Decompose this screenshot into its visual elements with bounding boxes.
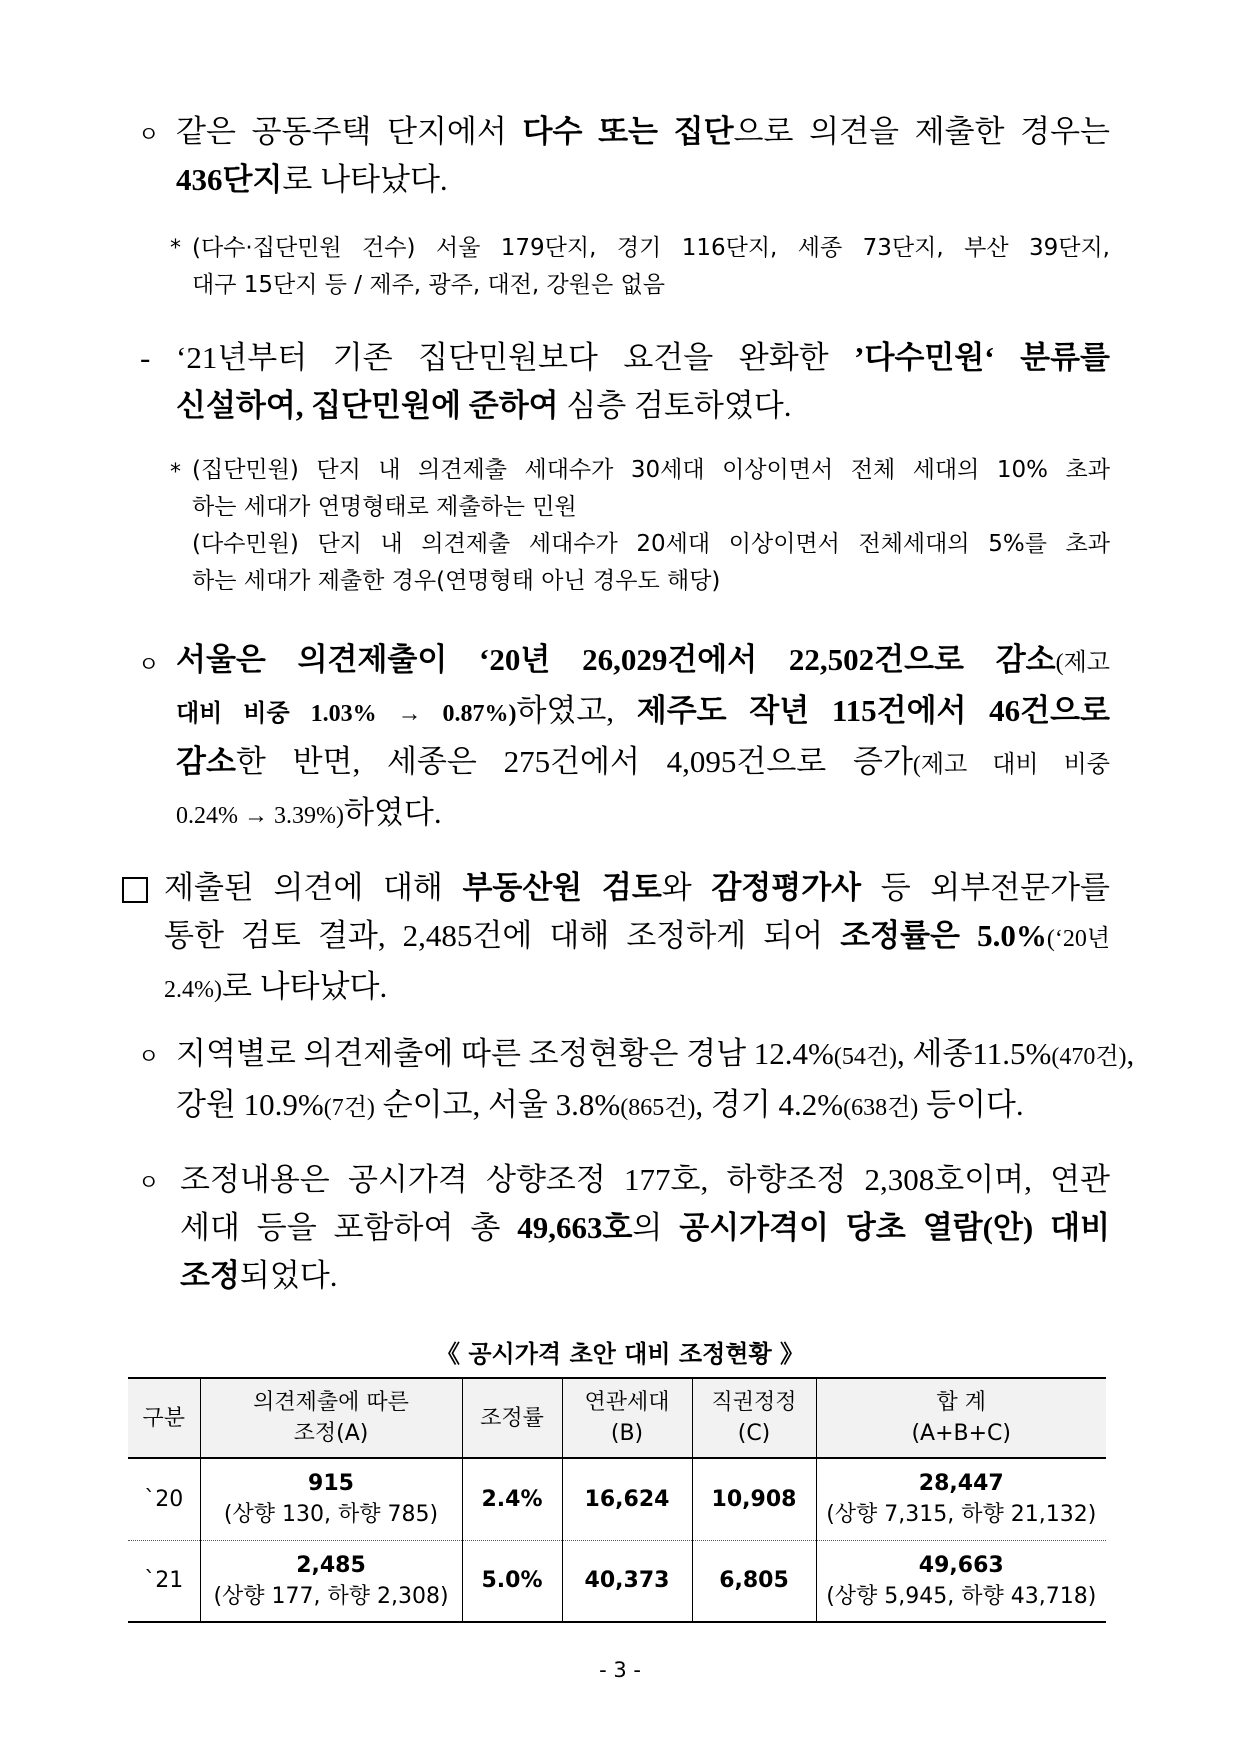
paragraph-line: 436단지로 나타났다. — [176, 162, 448, 197]
circle-bullet-icon: ㅇ — [138, 1045, 160, 1070]
cell-related-b: 16,624 — [562, 1458, 692, 1540]
cell-adjust-a: 2,485 (상향 177, 하향 2,308) — [200, 1540, 462, 1622]
asterisk-note-marker: * — [170, 236, 181, 261]
circle-bullet-icon: ㅇ — [138, 1171, 160, 1196]
cell-official-c: 6,805 — [692, 1540, 816, 1622]
cell-rate: 5.0% — [462, 1540, 562, 1622]
paragraph-line: 같은 공동주택 단지에서 다수 또는 집단으로 의견을 제출한 경우는 — [176, 114, 1110, 149]
header-category: 구분 — [128, 1378, 200, 1458]
paragraph-line: 제출된 의견에 대해 부동산원 검토와 감정평가사 등 외부전문가를 — [164, 870, 1110, 905]
paragraph-regional-adjustment — [176, 1030, 1135, 1132]
paragraph-line: 지역별로 의견제출에 따른 조정현황은 경남 12.4%(54건), 세종11.5%(470건), — [176, 1036, 1135, 1071]
paragraph-line: ‘21년부터 기존 집단민원보다 요건을 완화한 ’다수민원‘ 분류를 — [176, 340, 1110, 375]
header-total: 합 계 (A+B+C) — [816, 1378, 1106, 1458]
header-rate: 조정률 — [462, 1378, 562, 1458]
paragraph-line: 대비 비중 1.03% → 0.87%)하였고, 제주도 작년 115건에서 46건으로 — [176, 693, 1110, 728]
paragraph-line: 서울은 의견제출이 ‘20년 26,029건에서 22,502건으로 감소(제고 — [176, 642, 1110, 677]
asterisk-note-marker: * — [170, 460, 181, 485]
paragraph-line: 0.24% → 3.39%)하였다. — [176, 795, 442, 830]
circle-bullet-icon: ㅇ — [138, 653, 160, 678]
paragraph-adjustment-content — [180, 1156, 1110, 1300]
note-line: (다수·집단민원 건수) 서울 179단지, 경기 116단지, 세종 73단지, 부산 39단지, — [192, 235, 1110, 261]
paragraph-line: 2.4%)로 나타났다. — [164, 969, 388, 1004]
paragraph-line: 감소한 반면, 세종은 275건에서 4,095건으로 증가(제고 대비 비중 — [176, 744, 1110, 779]
table-row — [128, 1458, 1106, 1540]
header-related-b: 연관세대 (B) — [562, 1378, 692, 1458]
paragraph-complex-count — [176, 108, 1110, 204]
header-official-c: 직권정정 (C) — [692, 1378, 816, 1458]
table-title: 《 공시가격 초안 대비 조정현황 》 — [436, 1340, 804, 1368]
paragraph-multi-complaint — [176, 334, 1110, 430]
note-line: 하는 세대가 제출한 경우(연명형태 아닌 경우도 해당) — [192, 568, 721, 594]
checkbox-square-icon — [122, 877, 148, 903]
note-line: 대구 15단지 등 / 제주, 광주, 대전, 강원은 없음 — [192, 272, 665, 298]
note-complex-counts — [192, 230, 1110, 304]
table-row — [128, 1540, 1106, 1622]
paragraph-line: 통한 검토 결과, 2,485건에 대해 조정하게 되어 조정률은 5.0%(‘20년 — [164, 918, 1110, 953]
paragraph-adjustment-result — [164, 864, 1110, 1014]
circle-bullet-icon: ㅇ — [138, 123, 160, 148]
paragraph-line: 세대 등을 포함하여 총 49,663호의 공시가격이 당초 열람(안) 대비 — [180, 1210, 1111, 1245]
cell-total: 28,447 (상향 7,315, 하향 21,132) — [816, 1458, 1106, 1540]
note-line: (다수민원) 단지 내 의견제출 세대수가 20세대 이상이면서 전체세대의 5%를 초과 — [192, 531, 1110, 557]
cell-rate: 2.4% — [462, 1458, 562, 1540]
header-adjust-a: 의견제출에 따른 조정(A) — [200, 1378, 462, 1458]
cell-year: `20 — [128, 1458, 200, 1540]
paragraph-line: 조정되었다. — [180, 1258, 338, 1293]
note-line: (집단민원) 단지 내 의견제출 세대수가 30세대 이상이면서 전체 세대의 10% 초과 — [192, 457, 1110, 483]
dash-bullet: - — [140, 340, 151, 375]
table-header-row — [128, 1378, 1106, 1458]
cell-official-c: 10,908 — [692, 1458, 816, 1540]
page-number: - 3 - — [599, 1658, 641, 1682]
cell-total: 49,663 (상향 5,945, 하향 43,718) — [816, 1540, 1106, 1622]
paragraph-line: 강원 10.9%(7건) 순이고, 서울 3.8%(865건), 경기 4.2%(638건) 등이다. — [176, 1087, 1024, 1122]
cell-adjust-a: 915 (상향 130, 하향 785) — [200, 1458, 462, 1540]
note-complaint-definitions — [192, 452, 1110, 600]
paragraph-line: 조정내용은 공시가격 상향조정 177호, 하향조정 2,308호이며, 연관 — [180, 1162, 1110, 1197]
adjustment-table — [128, 1377, 1106, 1623]
cell-year: `21 — [128, 1540, 200, 1622]
paragraph-regional-submissions — [176, 636, 1110, 840]
paragraph-line: 신설하여, 집단민원에 준하여 심층 검토하였다. — [176, 388, 792, 423]
note-line: 하는 세대가 연명형태로 제출하는 민원 — [192, 494, 577, 520]
cell-related-b: 40,373 — [562, 1540, 692, 1622]
